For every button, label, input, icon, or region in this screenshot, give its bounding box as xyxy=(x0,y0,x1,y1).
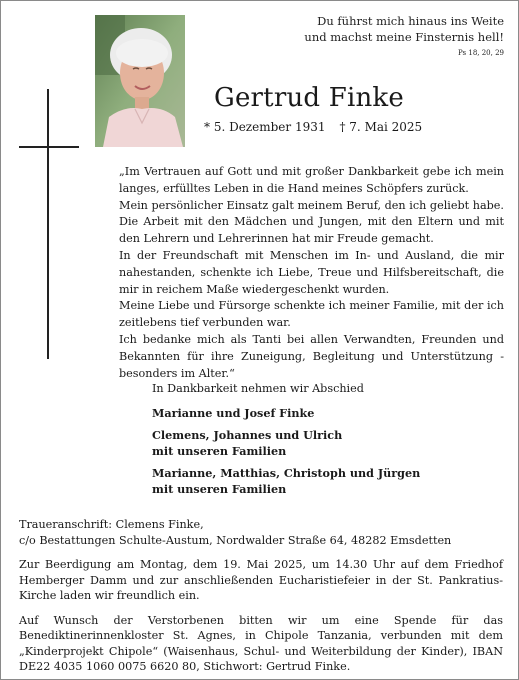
address-line: c/o Bestattungen Schulte-Austum, Nordwalder Straße 64, 48282 Emsdetten xyxy=(19,533,452,547)
quote-paragraph: Ich bedanke mich als Tanti bei allen Verwandten, Freunden und Bekannten für ihre Zuneigung, Begleitung und Unterstützung - besonders im Alter.“ xyxy=(119,332,504,380)
mourner-line: mit unseren Familien xyxy=(152,481,287,496)
mourner-group xyxy=(152,428,482,459)
quote-paragraph: „Im Vertrauen auf Gott und mit großer Dankbarkeit gebe ich mein langes, erfülltes Leben in die Hand meines Schöpfers zurück. xyxy=(119,165,504,195)
quote-paragraph: Mein persönlicher Einsatz galt meinem Beruf, den ich geliebt habe. Die Arbeit mit den Mädchen und Jungen, mit den Eltern und mit den Lehrern und Lehrerinnen hat mir Freude gemacht. xyxy=(119,198,504,246)
deceased-name: Gertrud Finke xyxy=(214,83,404,113)
mourner-group xyxy=(152,406,482,422)
bible-verse xyxy=(264,13,504,59)
verse-reference: Ps 18, 20, 29 xyxy=(458,49,504,57)
quote-paragraph: Meine Liebe und Fürsorge schenkte ich meiner Familie, mit der ich zeitlebens tief verbunden war. xyxy=(119,299,504,330)
cross-icon-beam xyxy=(19,146,79,148)
address-line: Traueranschrift: Clemens Finke, xyxy=(19,518,204,531)
birth-date: * 5. Dezember 1931 xyxy=(204,120,326,134)
life-dates xyxy=(204,119,422,135)
quote-paragraph: In der Freundschaft mit Menschen im In- und Ausland, die mir nahestanden, schenkte ich Liebe, Treue und Hilfsbereitschaft, die mir in reichem Maße wiedergeschenkt wurden. xyxy=(119,248,504,296)
notice-footer xyxy=(19,517,503,680)
portrait-photo xyxy=(95,15,185,147)
death-date: † 7. Mai 2025 xyxy=(339,120,423,134)
cross-icon xyxy=(47,89,49,359)
verse-line: und machst meine Finsternis hell! xyxy=(304,30,504,44)
personal-quote xyxy=(119,164,504,382)
mourner-line: Marianne und Josef Finke xyxy=(152,405,315,420)
mourner-line: Clemens, Johannes und Ulrich xyxy=(152,428,343,442)
mourning-address xyxy=(19,517,503,548)
donation-info: Auf Wunsch der Verstorbenen bitten wir um eine Spende für das Benediktinerinnenkloster St. Agnes, in Chipole Tanzania, verbunden mit dem „Kinderprojekt Chipole“ (Waisenhaus, Schul- und Weiterbildung der Kinder), IBAN DE22 4035 1060 0075 6620 80, Stichwort: Gertrud Finke. xyxy=(19,613,503,673)
mourner-line: mit unseren Familien xyxy=(152,443,287,458)
mourner-group xyxy=(152,466,482,497)
verse-line: Du führst mich hinaus ins Weite xyxy=(317,14,504,28)
mourner-line: Marianne, Matthias, Christoph und Jürgen xyxy=(152,466,421,480)
mourners-list xyxy=(152,381,482,504)
funeral-info: Zur Beerdigung am Montag, dem 19. Mai 2025, um 14.30 Uhr auf dem Friedhof Hemberger Damm und zur anschließenden Eucharistiefeier in der St. Pankratius-Kirche laden wir freundlich ein. xyxy=(19,558,503,602)
farewell-intro: In Dankbarkeit nehmen wir Abschied xyxy=(152,382,364,395)
